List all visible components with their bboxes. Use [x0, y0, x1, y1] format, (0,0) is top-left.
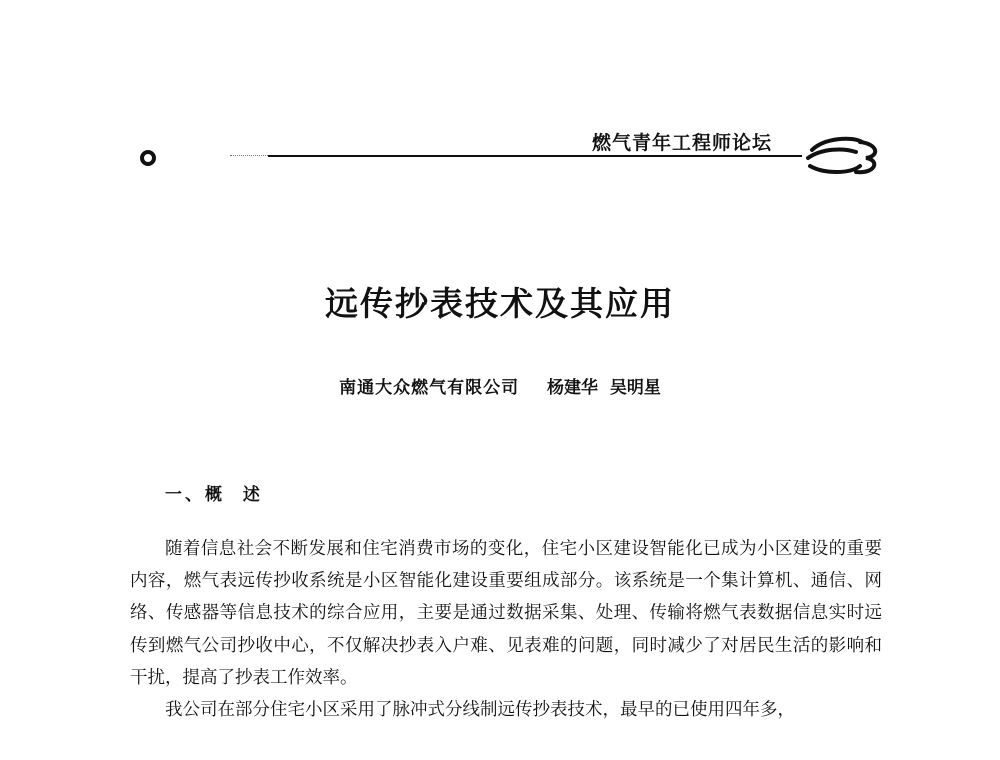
forum-name: 燃气青年工程师论坛 — [592, 132, 773, 154]
article-title: 远传抄表技术及其应用 — [325, 284, 675, 323]
paragraph: 我公司在部分住宅小区采用了脉冲式分线制远传抄表技术，最早的已使用四年多， — [165, 700, 795, 721]
section-body — [130, 533, 882, 726]
circle-bullet-icon — [140, 150, 156, 166]
author-organization: 南通大众燃气有限公司 — [339, 378, 520, 398]
header-rule — [268, 155, 802, 157]
byline — [0, 373, 1000, 398]
section-heading: 一、概 述 — [165, 485, 263, 505]
header-rule-fade — [230, 155, 270, 157]
paragraph: 随着信息社会不断发展和住宅消费市场的变化，住宅小区建设智能化已成为小区建设的重要内容，燃气表远传抄收系统是小区智能化建设重要组成部分。该系统是一个集计算机、通信、网络、传感器等信息技术的综合应用，主要是通过数据采集、处理、传输将燃气表数据信息实时远传到燃气公司抄收中心，不仅解决抄表入户难、见表难的问题，同时减少了对居民生活的影响和干扰，提高了抄表工作效率。 — [130, 539, 882, 688]
author-names: 杨建华 吴明星 — [547, 378, 661, 398]
forum-logo-icon — [804, 136, 882, 176]
